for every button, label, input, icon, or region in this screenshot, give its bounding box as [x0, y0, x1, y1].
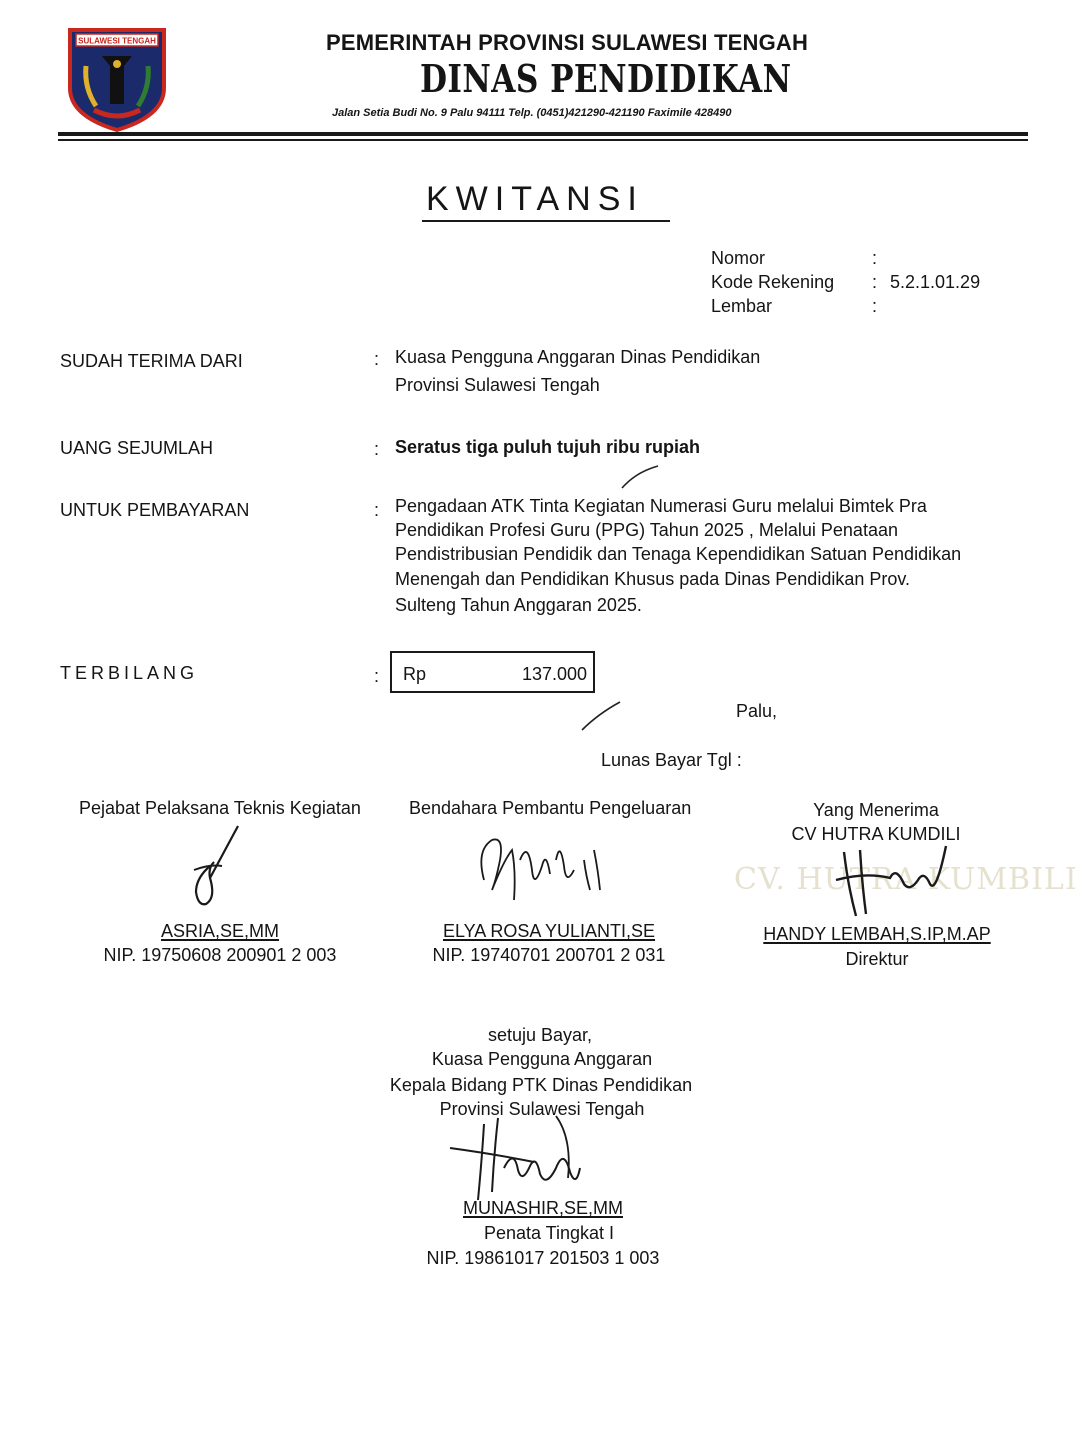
amount-value: 137.000: [522, 664, 588, 684]
treasurer-name: ELYA ROSA YULIANTI,SE: [442, 921, 656, 941]
terbilang-colon: :: [374, 666, 380, 686]
receiver-title: Direktur: [845, 949, 909, 969]
purpose-line4: Menengah dan Pendidikan Khusus pada Dinas Pendidikan Prov.: [395, 569, 911, 589]
header-rule-thin: [58, 139, 1028, 141]
approver-rank: Penata Tingkat I: [483, 1223, 615, 1243]
purpose-label: UNTUK PEMBAYARAN: [60, 500, 250, 520]
meta-kode-rekening-label: Kode Rekening: [711, 272, 835, 292]
meta-kode-rekening-colon: :: [872, 272, 878, 292]
received-from-label: SUDAH TERIMA DARI: [60, 351, 243, 371]
header-address: Jalan Setia Budi No. 9 Palu 94111 Telp. (0451)421290-421190 Faximile 428490: [332, 107, 732, 119]
purpose-line5: Sulteng Tahun Anggaran 2025.: [395, 595, 642, 615]
meta-kode-rekening-value: 5.2.1.01.29: [890, 272, 981, 292]
amount-currency: Rp: [403, 664, 427, 684]
company-stamp: CV. HUTRA KUMBILI: [734, 862, 1078, 897]
approver-line1: setuju Bayar,: [487, 1025, 593, 1045]
received-from-colon: :: [374, 349, 380, 369]
treasurer-nip: NIP. 19740701 200701 2 031: [432, 945, 666, 965]
purpose-line1: Pengadaan ATK Tinta Kegiatan Numerasi Guru melalui Bimtek Pra: [395, 496, 927, 516]
receiver-role: Yang Menerima: [813, 800, 939, 820]
province-logo: [66, 26, 168, 132]
title-underline: [422, 220, 670, 222]
purpose-colon: :: [374, 500, 380, 520]
approver-line2: Kuasa Pengguna Anggaran: [431, 1049, 653, 1069]
pptk-nip: NIP. 19750608 200901 2 003: [103, 945, 337, 965]
amount-words-label: UANG SEJUMLAH: [60, 438, 214, 458]
check-mark-icon: [580, 700, 624, 734]
approver-signature: [444, 1108, 594, 1208]
header-government: PEMERINTAH PROVINSI SULAWESI TENGAH: [326, 30, 809, 55]
pptk-name: ASRIA,SE,MM: [160, 921, 280, 941]
header-rule-thick: [58, 132, 1028, 136]
receiver-company: CV HUTRA KUMDILI: [791, 824, 961, 844]
header-agency: DINAS PENDIDIKAN: [420, 56, 792, 101]
approver-name: MUNASHIR,SE,MM: [462, 1198, 624, 1218]
received-from-line1: Kuasa Pengguna Anggaran Dinas Pendidikan: [395, 347, 761, 367]
terbilang-label: TERBILANG: [60, 663, 199, 683]
received-from-line2: Provinsi Sulawesi Tengah: [395, 375, 600, 395]
approver-line4: Provinsi Sulawesi Tengah: [439, 1099, 645, 1119]
pptk-role: Pejabat Pelaksana Teknis Kegiatan: [79, 798, 361, 818]
treasurer-signature: [474, 830, 614, 910]
purpose-line3: Pendistribusian Pendidik dan Tenaga Kependidikan Satuan Pendidikan: [395, 544, 962, 564]
check-mark-icon: [620, 462, 660, 492]
receiver-name: HANDY LEMBAH,S.IP,M.AP: [763, 924, 991, 944]
approver-nip: NIP. 19861017 201503 1 003: [426, 1248, 660, 1268]
pptk-signature: [180, 822, 250, 912]
document-title: KWITANSI: [426, 180, 644, 218]
logo-text: SULAWESI TENGAH: [78, 36, 156, 46]
amount-words-colon: :: [374, 439, 380, 459]
paid-date-label: Lunas Bayar Tgl :: [601, 750, 742, 770]
meta-nomor-colon: :: [872, 248, 878, 268]
amount-words-value: Seratus tiga puluh tujuh ribu rupiah: [395, 437, 700, 457]
place: Palu,: [736, 701, 778, 721]
receiver-signature: [826, 836, 956, 922]
meta-lembar-label: Lembar: [711, 296, 773, 316]
meta-lembar-colon: :: [872, 296, 878, 316]
purpose-line2: Pendidikan Profesi Guru (PPG) Tahun 2025 , Melalui Penataan: [395, 520, 898, 540]
meta-nomor-label: Nomor: [711, 248, 766, 268]
treasurer-role: Bendahara Pembantu Pengeluaran: [409, 798, 692, 818]
approver-line3: Kepala Bidang PTK Dinas Pendidikan: [389, 1075, 693, 1095]
